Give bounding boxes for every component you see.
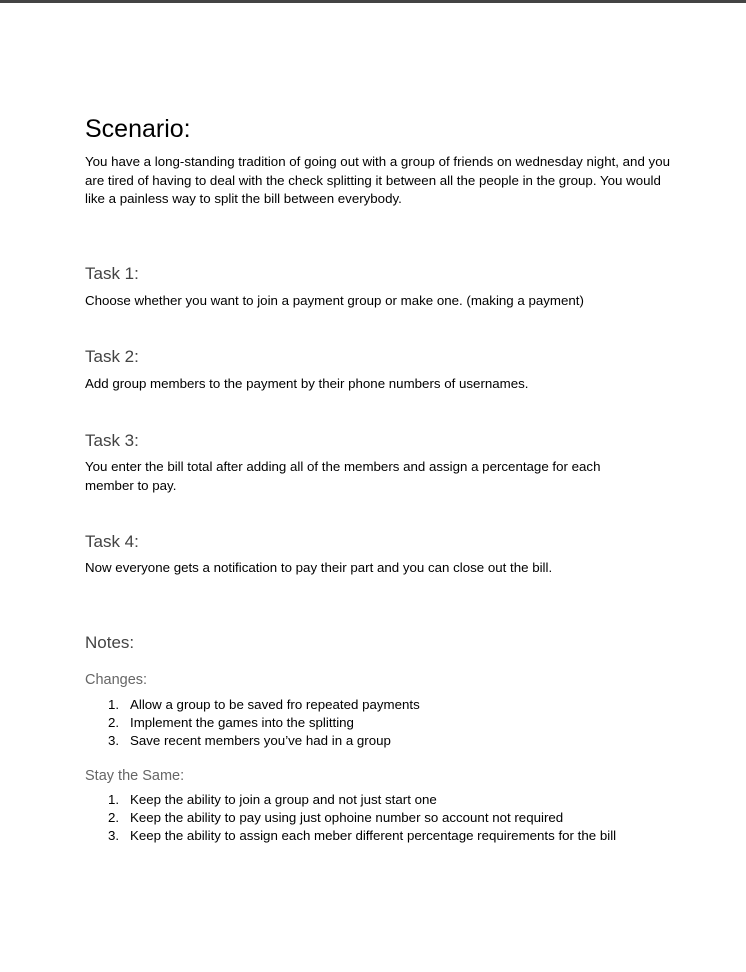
- scenario-text: You have a long-standing tradition of going out with a group of friends on wednesday night, and you are tired of having to deal with the check splitting it between all the people in the group. You would like a painless way to split the bill between everybody.: [85, 154, 670, 206]
- task-3-text: You enter the bill total after adding all of the members and assign a percentage for each member to pay.: [85, 459, 601, 493]
- changes-heading: Changes:: [85, 672, 148, 688]
- stay-the-same-heading: Stay the Same:: [85, 768, 185, 784]
- list-number: 3.: [108, 828, 120, 844]
- stay-the-same-list: [85, 791, 616, 846]
- list-item: [85, 732, 420, 750]
- list-item-text: Allow a group to be saved fro repeated payments: [130, 697, 420, 712]
- list-item: [85, 696, 420, 714]
- task-1-heading: Task 1:: [85, 264, 139, 283]
- list-number: 2.: [108, 715, 120, 731]
- list-item-text: Keep the ability to pay using just ophoine number so account not required: [130, 810, 564, 826]
- list-number: 3.: [108, 733, 120, 749]
- task-2-text: Add group members to the payment by their phone numbers of usernames.: [85, 376, 529, 391]
- page-top-border: [0, 0, 746, 3]
- notes-heading: Notes:: [85, 633, 135, 652]
- task-2-heading: Task 2:: [85, 347, 139, 366]
- list-number: 1.: [108, 792, 120, 807]
- scenario-title: Scenario:: [85, 115, 191, 143]
- list-number: 2.: [108, 810, 120, 826]
- task-3-heading: Task 3:: [85, 431, 139, 450]
- list-number: 1.: [108, 697, 120, 712]
- list-item: [85, 809, 616, 827]
- list-item: [85, 827, 616, 845]
- list-item: [85, 714, 420, 732]
- list-item-text: Keep the ability to join a group and not just start one: [130, 792, 437, 807]
- list-item-text: Keep the ability to assign each meber different percentage requirements for the bill: [130, 828, 617, 844]
- list-item: [85, 791, 616, 809]
- list-item-text: Implement the games into the splitting: [130, 715, 354, 731]
- list-item-text: Save recent members you’ve had in a group: [130, 733, 391, 749]
- task-1-text: Choose whether you want to join a payment group or make one. (making a payment): [85, 293, 584, 308]
- task-4-text: Now everyone gets a notification to pay their part and you can close out the bill.: [85, 560, 553, 575]
- task-4-heading: Task 4:: [85, 532, 139, 551]
- changes-list: [85, 696, 420, 751]
